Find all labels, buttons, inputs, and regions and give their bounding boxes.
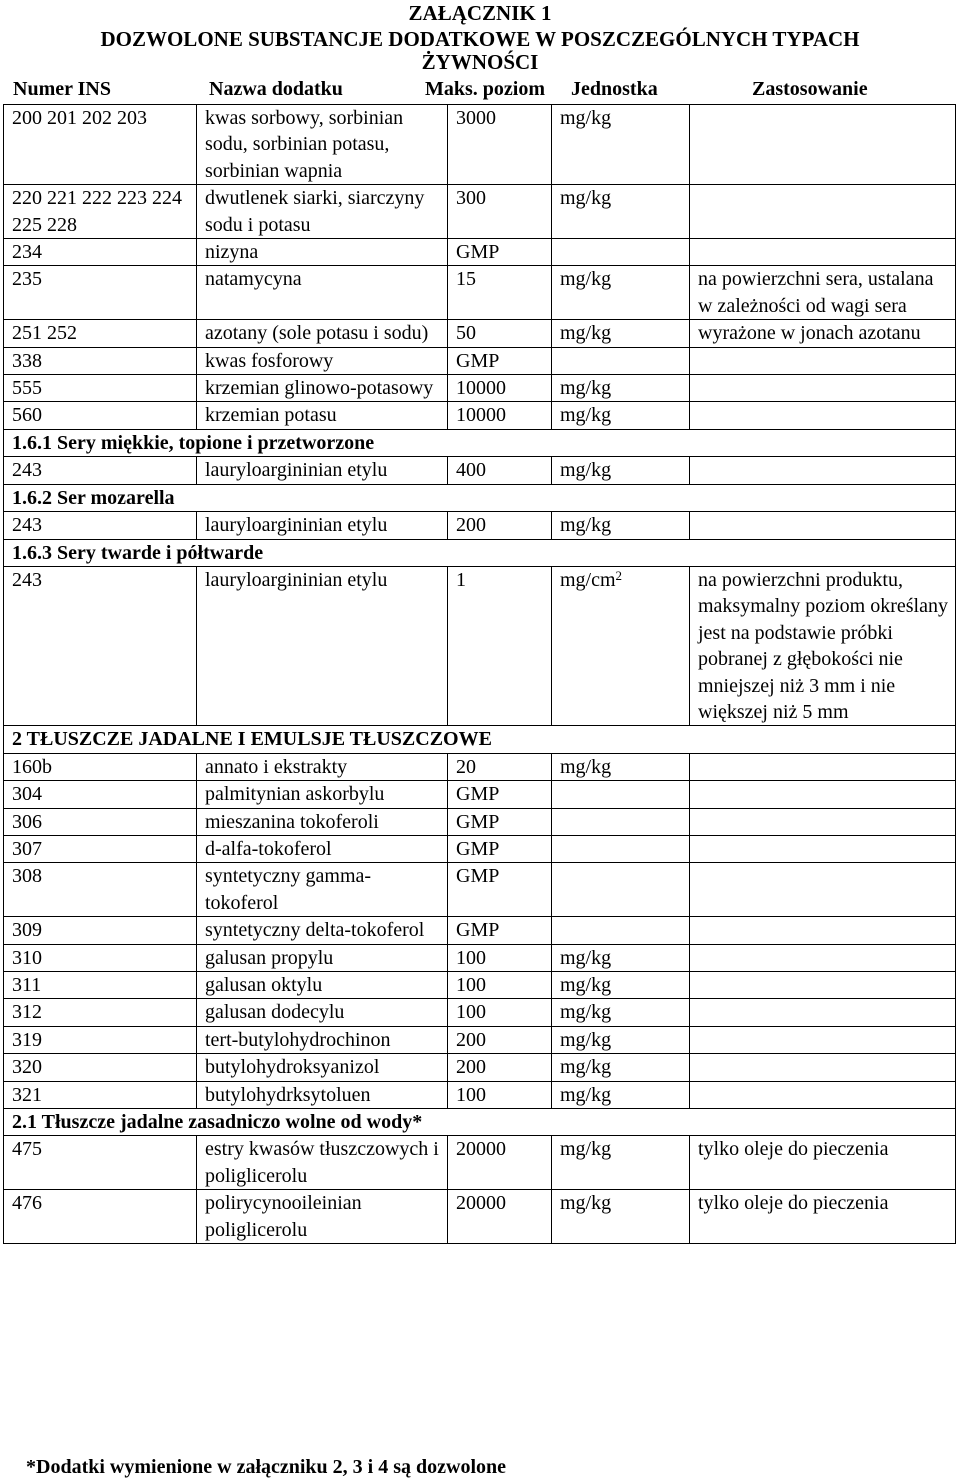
cell-max-level: GMP: [448, 863, 552, 917]
cell-ins-number: 476: [4, 1190, 197, 1244]
cell-max-level: 15: [448, 266, 552, 320]
cell-max-level: 20000: [448, 1190, 552, 1244]
cell-additive-name: syntetyczny gamma-tokoferol: [197, 863, 448, 917]
cell-additive-name: galusan oktylu: [197, 972, 448, 999]
cell-unit: mg/kg: [552, 753, 690, 780]
column-header-max-level: Maks. poziom: [425, 78, 545, 100]
cell-usage: [690, 185, 956, 239]
cell-max-level: 20000: [448, 1136, 552, 1190]
cell-additive-name: nizyna: [197, 239, 448, 266]
cell-ins-number: 306: [4, 808, 197, 835]
cell-additive-name: polirycynooileinian poliglicerolu: [197, 1190, 448, 1244]
additives-table-body: [4, 105, 956, 1244]
cell-max-level: 100: [448, 1081, 552, 1108]
unit-text: mg/cm: [560, 568, 616, 591]
cell-unit: [552, 781, 690, 808]
cell-unit: mg/kg: [552, 266, 690, 320]
cell-max-level: 200: [448, 1054, 552, 1081]
table-row: [4, 944, 956, 971]
section-title: 1.6.3 Sery twarde i półtwarde: [4, 539, 956, 566]
cell-max-level: 100: [448, 972, 552, 999]
cell-usage: na powierzchni produktu, maksymalny poziom określany jest na podstawie próbki pobranej z głębokości nie mniejszej niż 3 mm i nie większej niż 5 mm: [690, 566, 956, 725]
cell-additive-name: mieszanina tokoferoli: [197, 808, 448, 835]
cell-additive-name: butylohydroksyanizol: [197, 1054, 448, 1081]
table-row: [4, 917, 956, 944]
table-row: [4, 999, 956, 1026]
cell-usage: [690, 239, 956, 266]
table-row: [4, 266, 956, 320]
cell-max-level: 3000: [448, 105, 552, 185]
section-title: 1.6.2 Ser mozarella: [4, 484, 956, 511]
cell-max-level: GMP: [448, 917, 552, 944]
cell-ins-number: 220 221 222 223 224 225 228: [4, 185, 197, 239]
cell-usage: [690, 347, 956, 374]
cell-usage: tylko oleje do pieczenia: [690, 1190, 956, 1244]
section-title: 1.6.1 Sery miękkie, topione i przetworzone: [4, 429, 956, 456]
cell-unit: mg/kg: [552, 1026, 690, 1053]
section-header-row: [4, 539, 956, 566]
cell-ins-number: 338: [4, 347, 197, 374]
cell-ins-number: 251 252: [4, 320, 197, 347]
cell-ins-number: 243: [4, 512, 197, 539]
table-row: [4, 1081, 956, 1108]
cell-ins-number: 243: [4, 566, 197, 725]
document-subtitle-continued: ŻYWNOŚCI: [421, 50, 539, 74]
cell-additive-name: annato i ekstrakty: [197, 753, 448, 780]
table-row: [4, 863, 956, 917]
cell-additive-name: krzemian potasu: [197, 402, 448, 429]
cell-ins-number: 312: [4, 999, 197, 1026]
cell-usage: [690, 972, 956, 999]
table-row: [4, 1136, 956, 1190]
cell-unit: [552, 239, 690, 266]
cell-unit: mg/kg: [552, 457, 690, 484]
section-header-row: [4, 1109, 956, 1136]
cell-additive-name: tert-butylohydrochinon: [197, 1026, 448, 1053]
cell-usage: [690, 1081, 956, 1108]
cell-usage: [690, 863, 956, 917]
unit-exponent: 2: [615, 567, 623, 583]
cell-additive-name: kwas sorbowy, sorbinian sodu, sorbinian potasu, sorbinian wapnia: [197, 105, 448, 185]
cell-additive-name: galusan dodecylu: [197, 999, 448, 1026]
cell-additive-name: syntetyczny delta-tokoferol: [197, 917, 448, 944]
cell-usage: [690, 944, 956, 971]
cell-unit: mg/kg: [552, 512, 690, 539]
table-row: [4, 457, 956, 484]
table-row: [4, 375, 956, 402]
cell-max-level: 200: [448, 1026, 552, 1053]
cell-usage: na powierzchni sera, ustalana w zależności od wagi sera: [690, 266, 956, 320]
table-row: [4, 347, 956, 374]
cell-unit: [552, 347, 690, 374]
table-row: [4, 1054, 956, 1081]
cell-ins-number: 243: [4, 457, 197, 484]
cell-ins-number: 308: [4, 863, 197, 917]
cell-ins-number: 304: [4, 781, 197, 808]
cell-additive-name: palmitynian askorbylu: [197, 781, 448, 808]
cell-ins-number: 310: [4, 944, 197, 971]
cell-unit: [552, 835, 690, 862]
cell-ins-number: 234: [4, 239, 197, 266]
cell-ins-number: 311: [4, 972, 197, 999]
column-header-name: Nazwa dodatku: [209, 78, 343, 100]
table-row: [4, 781, 956, 808]
cell-unit: mg/kg: [552, 185, 690, 239]
cell-ins-number: 307: [4, 835, 197, 862]
table-row: [4, 753, 956, 780]
section-header-row: [4, 484, 956, 511]
cell-ins-number: 320: [4, 1054, 197, 1081]
cell-usage: [690, 808, 956, 835]
cell-ins-number: 309: [4, 917, 197, 944]
cell-usage: [690, 105, 956, 185]
table-row: [4, 808, 956, 835]
document-subtitle: DOZWOLONE SUBSTANCJE DODATKOWE W POSZCZEGÓLNYCH TYPACH: [100, 27, 860, 51]
table-row: [4, 566, 956, 725]
cell-additive-name: dwutlenek siarki, siarczyny sodu i potasu: [197, 185, 448, 239]
cell-additive-name: azotany (sole potasu i sodu): [197, 320, 448, 347]
table-row: [4, 835, 956, 862]
cell-ins-number: 160b: [4, 753, 197, 780]
column-header-usage: Zastosowanie: [752, 78, 868, 100]
cell-max-level: 10000: [448, 375, 552, 402]
cell-additive-name: butylohydrksytoluen: [197, 1081, 448, 1108]
cell-usage: [690, 1026, 956, 1053]
cell-unit: [552, 863, 690, 917]
cell-max-level: 200: [448, 512, 552, 539]
cell-usage: [690, 999, 956, 1026]
cell-additive-name: natamycyna: [197, 266, 448, 320]
column-header-ins: Numer INS: [13, 78, 111, 100]
cell-max-level: 400: [448, 457, 552, 484]
cell-unit: mg/kg: [552, 1190, 690, 1244]
cell-unit: mg/kg: [552, 944, 690, 971]
cell-max-level: 100: [448, 999, 552, 1026]
cell-unit: mg/kg: [552, 320, 690, 347]
cell-unit: mg/kg: [552, 1054, 690, 1081]
table-row: [4, 105, 956, 185]
cell-ins-number: 235: [4, 266, 197, 320]
cell-usage: [690, 375, 956, 402]
cell-additive-name: d-alfa-tokoferol: [197, 835, 448, 862]
cell-usage: [690, 512, 956, 539]
cell-unit: [552, 917, 690, 944]
table-row: [4, 402, 956, 429]
cell-unit: mg/kg: [552, 375, 690, 402]
cell-max-level: 50: [448, 320, 552, 347]
cell-usage: wyrażone w jonach azotanu: [690, 320, 956, 347]
cell-unit: mg/kg: [552, 1081, 690, 1108]
cell-usage: [690, 402, 956, 429]
cell-ins-number: 319: [4, 1026, 197, 1053]
cell-ins-number: 560: [4, 402, 197, 429]
table-row: [4, 320, 956, 347]
cell-ins-number: 200 201 202 203: [4, 105, 197, 185]
footnote: *Dodatki wymienione w załączniku 2, 3 i 4 są dozwolone: [26, 1456, 507, 1478]
cell-unit: [552, 808, 690, 835]
column-header-unit: Jednostka: [571, 78, 658, 100]
cell-max-level: 10000: [448, 402, 552, 429]
cell-max-level: GMP: [448, 781, 552, 808]
cell-additive-name: kwas fosforowy: [197, 347, 448, 374]
cell-additive-name: krzemian glinowo-potasowy: [197, 375, 448, 402]
cell-ins-number: 555: [4, 375, 197, 402]
cell-usage: [690, 1054, 956, 1081]
cell-ins-number: 321: [4, 1081, 197, 1108]
cell-max-level: 20: [448, 753, 552, 780]
cell-unit: mg/kg: [552, 972, 690, 999]
section-title: 2 TŁUSZCZE JADALNE I EMULSJE TŁUSZCZOWE: [4, 726, 956, 753]
table-row: [4, 1190, 956, 1244]
cell-additive-name: estry kwasów tłuszczowych i poliglicerolu: [197, 1136, 448, 1190]
cell-max-level: GMP: [448, 808, 552, 835]
cell-usage: [690, 753, 956, 780]
section-title: 2.1 Tłuszcze jadalne zasadniczo wolne od wody*: [4, 1109, 956, 1136]
section-header-row: [4, 429, 956, 456]
cell-unit: mg/kg: [552, 1136, 690, 1190]
cell-max-level: GMP: [448, 239, 552, 266]
cell-additive-name: lauryloargininian etylu: [197, 512, 448, 539]
cell-max-level: GMP: [448, 347, 552, 374]
cell-max-level: 100: [448, 944, 552, 971]
table-row: [4, 972, 956, 999]
table-row: [4, 1026, 956, 1053]
cell-max-level: 1: [448, 566, 552, 725]
cell-usage: [690, 917, 956, 944]
additives-table: [3, 104, 956, 1244]
document-title: ZAŁĄCZNIK 1: [408, 1, 552, 25]
cell-usage: [690, 835, 956, 862]
cell-usage: [690, 781, 956, 808]
table-row: [4, 185, 956, 239]
cell-ins-number: 475: [4, 1136, 197, 1190]
cell-unit: [552, 566, 690, 725]
cell-additive-name: lauryloargininian etylu: [197, 566, 448, 725]
section-header-row: [4, 726, 956, 753]
cell-usage: tylko oleje do pieczenia: [690, 1136, 956, 1190]
cell-unit: mg/kg: [552, 999, 690, 1026]
table-row: [4, 239, 956, 266]
cell-unit: mg/kg: [552, 402, 690, 429]
cell-max-level: GMP: [448, 835, 552, 862]
table-row: [4, 512, 956, 539]
cell-additive-name: galusan propylu: [197, 944, 448, 971]
cell-unit: mg/kg: [552, 105, 690, 185]
cell-usage: [690, 457, 956, 484]
cell-max-level: 300: [448, 185, 552, 239]
cell-additive-name: lauryloargininian etylu: [197, 457, 448, 484]
